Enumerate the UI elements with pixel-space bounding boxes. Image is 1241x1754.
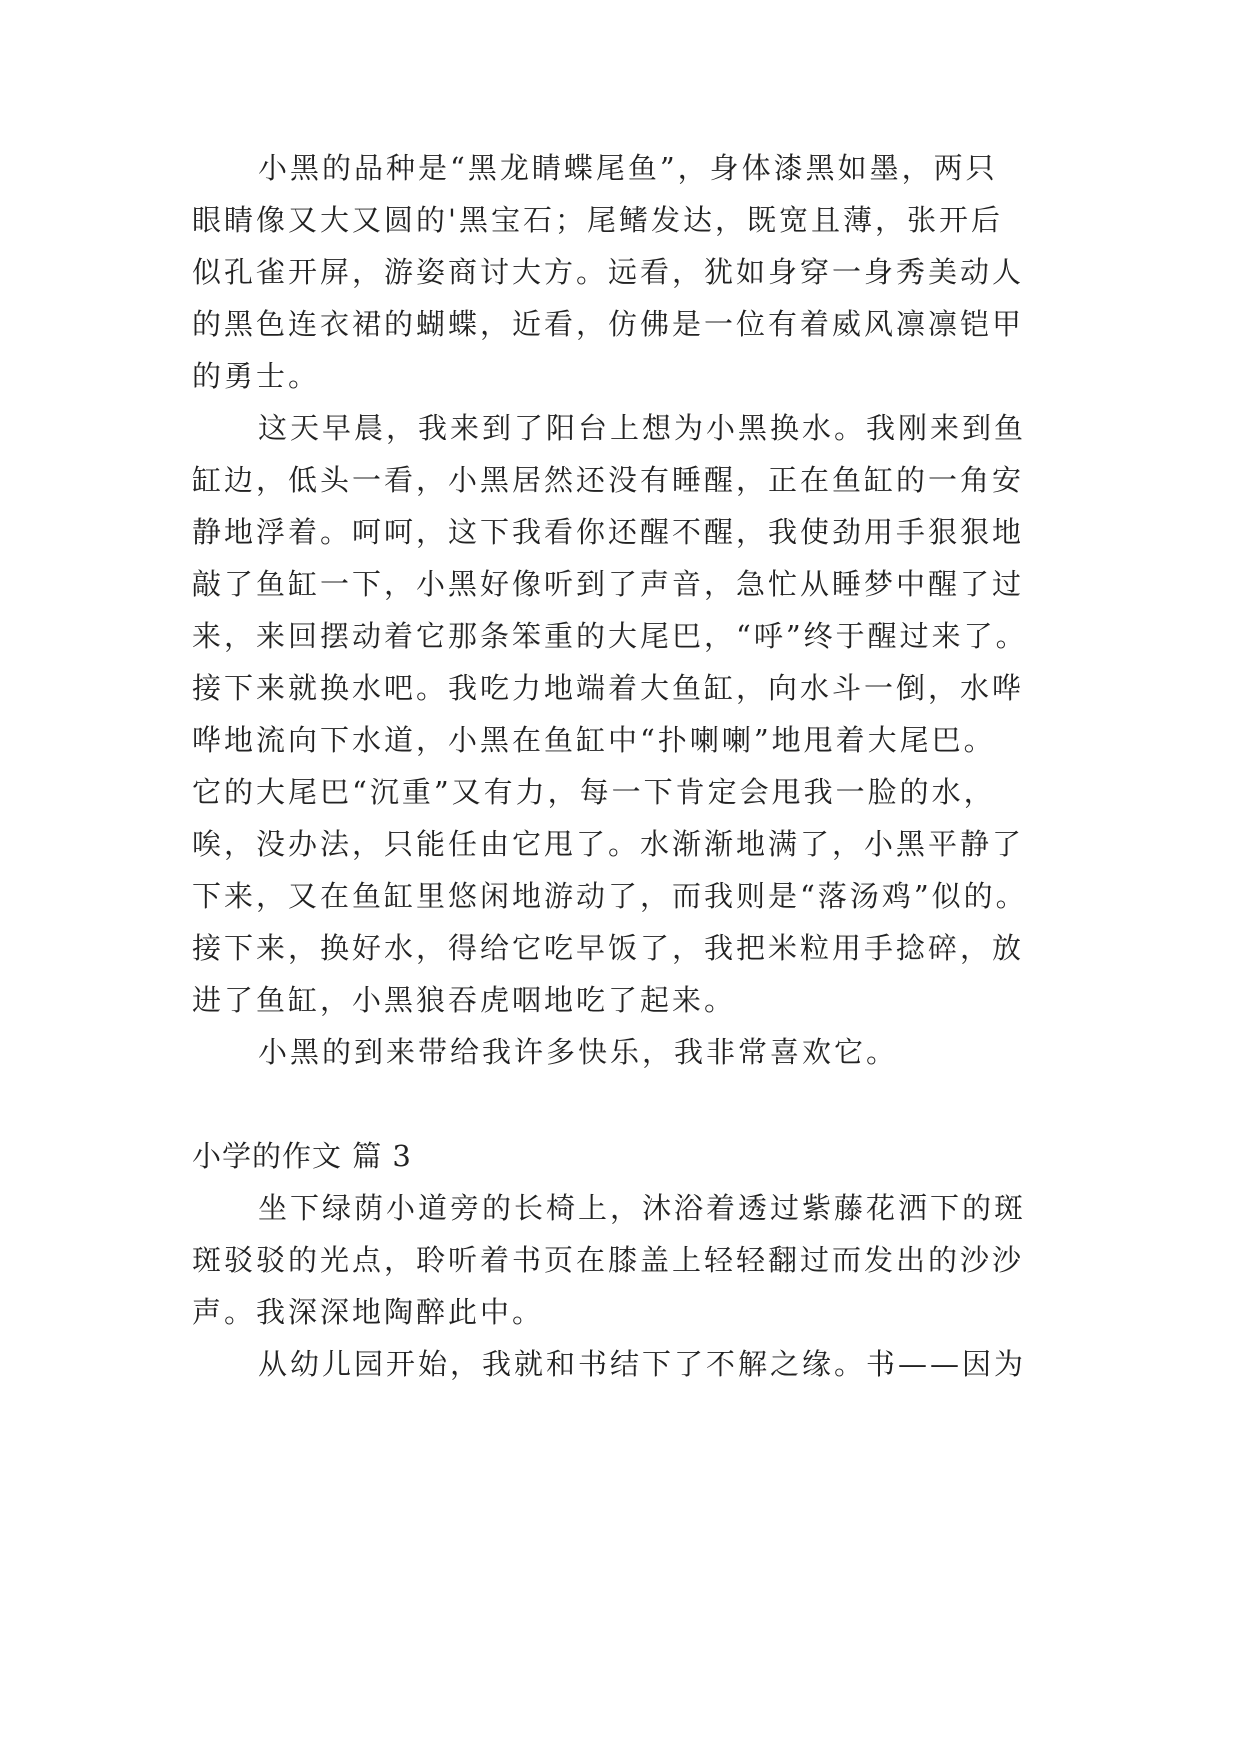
paragraph-line: 似孔雀开屏，游姿商讨大方。远看，犹如身穿一身秀美动人 <box>192 255 1025 289</box>
paragraph-line: 唉，没办法，只能任由它甩了。水渐渐地满了，小黑平静了 <box>192 827 1025 861</box>
paragraph-line: 静地浮着。呵呵，这下我看你还醒不醒，我使劲用手狠狠地 <box>192 515 1025 549</box>
paragraph-line: 的勇士。 <box>192 359 321 393</box>
paragraph-line: 敲了鱼缸一下，小黑好像听到了声音，急忙从睡梦中醒了过 <box>192 567 1025 601</box>
paragraph-line: 进了鱼缸，小黑狼吞虎咽地吃了起来。 <box>192 983 737 1017</box>
paragraph-line: 斑驳驳的光点，聆听着书页在膝盖上轻轻翻过而发出的沙沙 <box>192 1243 1025 1277</box>
paragraph-line: 接下来，换好水，得给它吃早饭了，我把米粒用手捻碎，放 <box>192 931 1025 965</box>
paragraph-line: 下来，又在鱼缸里悠闲地游动了，而我则是“落汤鸡”似的。 <box>192 879 1028 913</box>
paragraph-line: 眼睛像又大又圆的'黑宝石；尾鳍发达，既宽且薄，张开后 <box>192 203 1003 237</box>
paragraph-line: 这天早晨，我来到了阳台上想为小黑换水。我刚来到鱼 <box>258 411 1027 445</box>
paragraph-line: 声。我深深地陶醉此中。 <box>192 1295 545 1329</box>
paragraph-line: 小黑的品种是“黑龙睛蝶尾鱼”，身体漆黑如墨，两只 <box>258 151 998 185</box>
paragraph-line: 哗地流向下水道，小黑在鱼缸中“扑喇喇”地甩着大尾巴。 <box>192 723 996 757</box>
paragraph-line: 来，来回摆动着它那条笨重的大尾巴，“呼”终于醒过来了。 <box>192 619 1028 653</box>
paragraph-line: 它的大尾巴“沉重”又有力，每一下肯定会甩我一脸的水， <box>192 775 996 809</box>
paragraph-line: 接下来就换水吧。我吃力地端着大鱼缸，向水斗一倒，水哗 <box>192 671 1025 705</box>
paragraph-line: 的黑色连衣裙的蝴蝶，近看，仿佛是一位有着威风凛凛铠甲 <box>192 307 1025 341</box>
section-heading: 小学的作文 篇 3 <box>192 1139 412 1173</box>
paragraph-line: 小黑的到来带给我许多快乐，我非常喜欢它。 <box>258 1035 899 1069</box>
paragraph-line: 从幼儿园开始，我就和书结下了不解之缘。书——因为 <box>258 1347 1027 1381</box>
paragraph-line: 缸边，低头一看，小黑居然还没有睡醒，正在鱼缸的一角安 <box>192 463 1025 497</box>
paragraph-line: 坐下绿荫小道旁的长椅上，沐浴着透过紫藤花洒下的斑 <box>258 1191 1027 1225</box>
